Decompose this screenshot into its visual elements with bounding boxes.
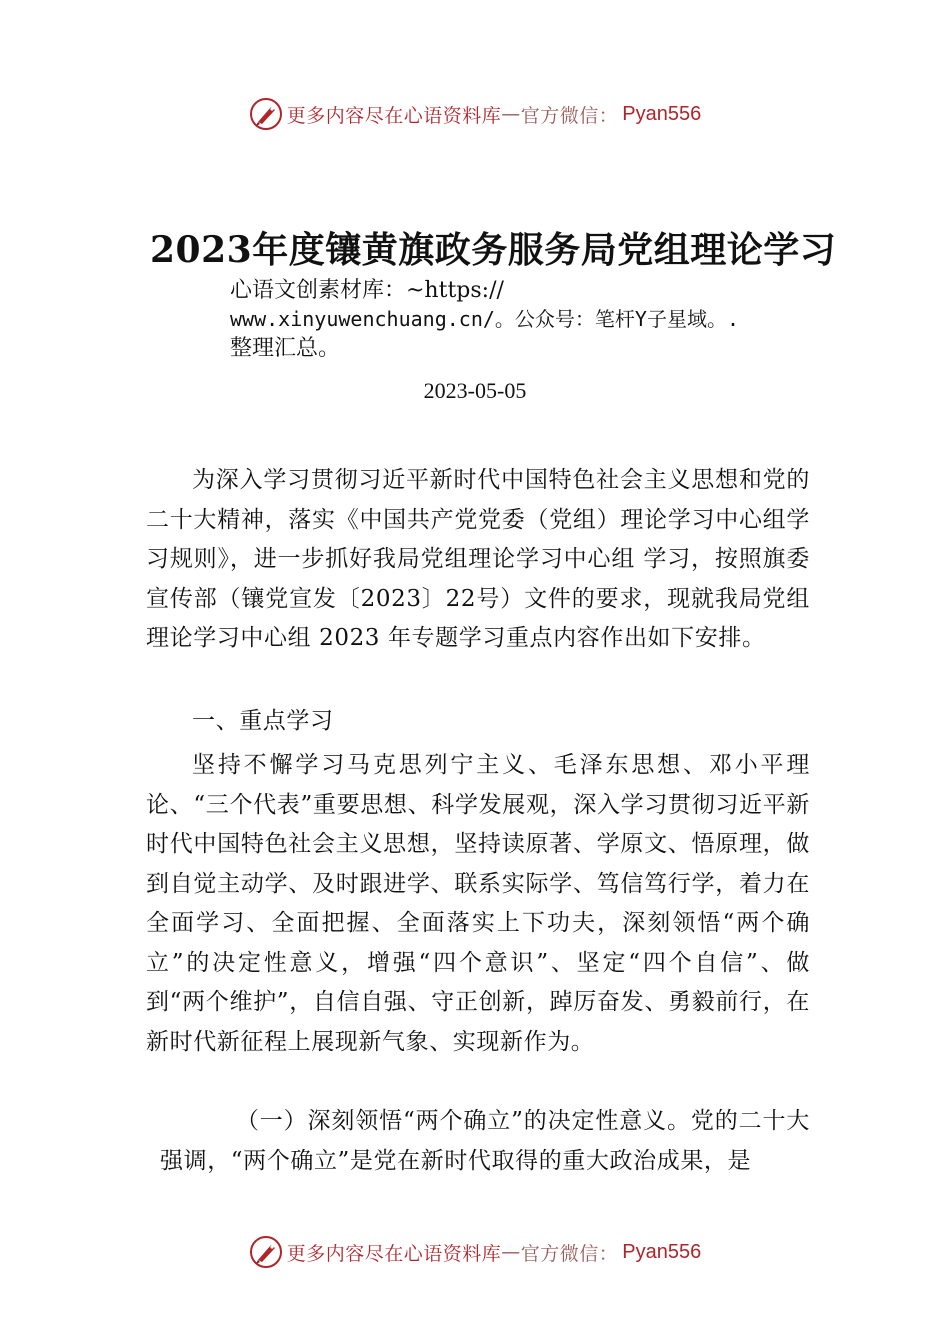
banner-brand-text: 更多内容尽在心语资料库 bbox=[286, 104, 502, 127]
pen-nib-logo-icon bbox=[249, 97, 283, 131]
source-note bbox=[230, 276, 850, 363]
footer-wechat-label: 官方微信： bbox=[520, 1242, 619, 1265]
header-banner bbox=[0, 94, 950, 134]
section-heading-text: 一、重点学习 bbox=[192, 708, 334, 734]
source-note-line-2: www.xinyuwenchuang.cn/。公众号：笔杆Y子星域。. bbox=[230, 307, 739, 331]
study-paragraph bbox=[146, 746, 810, 1062]
section-heading bbox=[146, 702, 810, 742]
source-note-line-1: 心语文创素材库：~https:// bbox=[230, 278, 504, 303]
document-date: 2023-05-05 bbox=[423, 378, 527, 403]
study-paragraph-text: 坚持不懈学习马克思列宁主义、毛泽东思想、邓小平理论、“三个代表”重要思想、科学发展观，深入学习贯彻习近平新时代中国特色社会主义思想，坚持读原著、学原文、悟原理，做到自觉主动学、及时跟进学、联系实际学、笃信笃行学，着力在全面学习、全面把握、全面落实上下功夫，深刻领悟“两个确立”的决定性意义，增强“四个意识”、坚定“四个自信”、做到“两个维护”，自信自强、守正创新，踔厉奋发、勇毅前行，在新时代新征程上展现新气象、实现新作为。 bbox=[146, 752, 810, 1055]
intro-paragraph bbox=[146, 461, 810, 659]
subsection-paragraph bbox=[160, 1102, 810, 1181]
footer-banner bbox=[0, 1232, 950, 1272]
document-title: 2023年度镶黄旗政务服务局党组理论学习 bbox=[150, 229, 837, 271]
footer-wechat-id: Pyan556 bbox=[622, 1240, 702, 1263]
intro-paragraph-text: 为深入学习贯彻习近平新时代中国特色社会主义思想和党的二十大精神，落实《中国共产党党委（党组）理论学习中心组学习规则》，进一步抓好我局党组理论学习中心组 学习，按照旗委宣传部（镶党宣发〔2023〕22号）文件的要求，现就我局党组理论学习中心组 2023 年专题学习重点内容作出如下安排。 bbox=[146, 467, 810, 651]
banner-wechat-id: Pyan556 bbox=[622, 102, 702, 125]
subsection-paragraph-text: （一）深刻领悟“两个确立”的决定性意义。党的二十大强调，“两个确立”是党在新时代取得的重大政治成果，是 bbox=[160, 1108, 810, 1174]
footer-brand-text: 更多内容尽在心语资料库 bbox=[286, 1242, 502, 1265]
banner-wechat-label: 官方微信： bbox=[520, 104, 619, 127]
pen-nib-logo-icon bbox=[249, 1235, 283, 1269]
source-note-line-3: 整理汇总。 bbox=[230, 336, 341, 361]
banner-dash: — bbox=[501, 103, 521, 125]
footer-dash: — bbox=[501, 1241, 521, 1263]
